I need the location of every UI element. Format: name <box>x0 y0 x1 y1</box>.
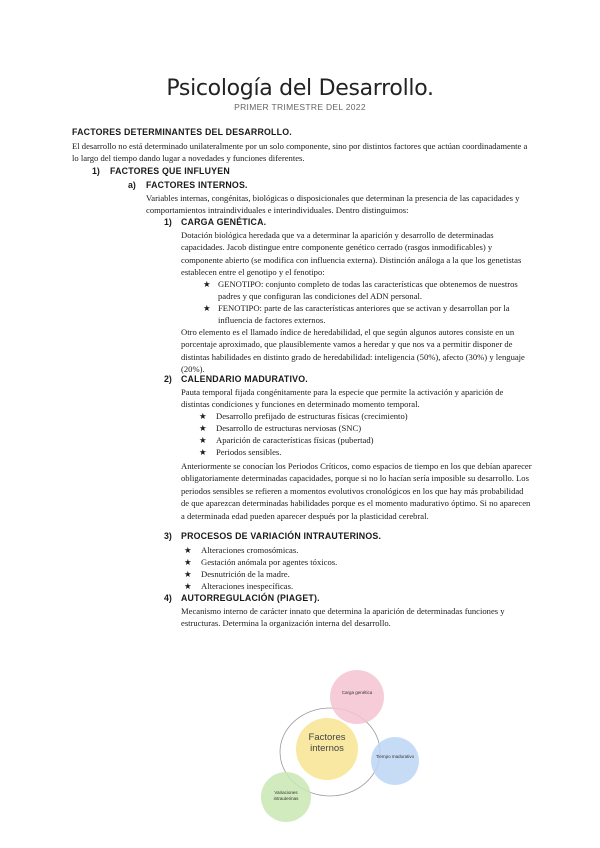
intro-paragraph: El desarrollo no está determinado unilateralmente por un solo componente, sino por distintos factores que actúan coordinadamente a lo largo del tiempo dando lugar a novedades y funciones diferentes. <box>72 141 528 164</box>
list-item: FENOTIPO: parte de las características anteriores que se activan y desarrollan por la influencia de factores externos. <box>218 303 510 326</box>
heredabilidad-paragraph: Otro elemento es el llamado índice de heredabilidad, el que según algunos autores consiste en un porcentaje aproximado, que plausiblemente vamos a heredar y que nos va a permitir disponer de distintas habilidades en distinto grado de heredabilidad: inteligencia (50%), afecto (30%) y lenguaje (20%). <box>181 327 525 375</box>
star-bullet-icon: ★ <box>184 569 192 579</box>
star-bullet-icon: ★ <box>199 423 207 433</box>
item-number: 4) <box>164 593 172 603</box>
carga-genetica-paragraph: Dotación biológica heredada que va a determinar la aparición y desarrollo de determinadas capacidades. Jacob distingue entre componente genético cerrado (rasgos inmodificables) y componente abierto (se modifica con influencia externa). Distinción análoga a la que los genetistas establecen entre el genotipo y el fenotipo: <box>181 230 522 278</box>
autorregulacion-paragraph: Mecanismo interno de carácter innato que determina la aparición de determinadas funciones y estructuras. Determina la organización interna del desarrollo. <box>181 606 505 629</box>
item-number: 2) <box>164 374 172 384</box>
item-title-calendario: CALENDARIO MADURATIVO. <box>181 374 308 384</box>
list-item: Periodos sensibles. <box>216 447 282 457</box>
diagram-center-label: Factores internos <box>308 732 346 754</box>
item-number: 3) <box>164 531 172 541</box>
calendario-paragraph: Pauta temporal fijada congénitamente para la especie que permite la activación y aparición de distintas condiciones y funciones en determinado momento temporal. <box>181 387 504 410</box>
star-bullet-icon: ★ <box>199 435 207 445</box>
list-item: Alteraciones cromosómicas. <box>201 545 299 555</box>
list-item: Desnutrición de la madre. <box>201 569 290 579</box>
item-title-procesos: PROCESOS DE VARIACIÓN INTRAUTERINOS. <box>181 531 382 541</box>
subsection-letter: a) <box>128 180 136 190</box>
page-title: Psicología del Desarrollo. <box>166 76 434 101</box>
diagram-right-label: Tiempo madurativo <box>375 754 415 759</box>
item-title-carga-genetica: CARGA GENÉTICA. <box>181 217 267 227</box>
subsection-title: FACTORES INTERNOS. <box>146 180 248 190</box>
periodos-paragraph: Anteriormente se conocían los Periodos Críticos, como espacios de tiempo en los que debían aparecer obligatoriamente determinadas capacidades, porque si no lo hacían sería imposible su desarrollo. Los periodos sensibles se refieren a momentos evolutivos cronológicos en los que hay más probabilidad de que aparezcan determinadas habilidades porque es el momento madurativo óptimo. Si no aparecen a determinada edad pueden aparecer después por la plasticidad cerebral. <box>181 461 532 521</box>
diagram-bottom-label: Variaciones intrauterinas <box>273 790 299 801</box>
list-item: Aparición de características físicas (pubertad) <box>216 435 374 445</box>
star-bullet-icon: ★ <box>184 557 192 567</box>
subsection-paragraph: Variables internas, congénitas, biológicas o disposicionales que determinan la presencia de las capacidades y comportamientos intraindividuales e interindividuales. Dentro distinguimos: <box>146 193 520 216</box>
list-item: Gestación anómala por agentes tóxicos. <box>201 557 338 567</box>
list-item: Desarrollo prefijado de estructuras físicas (crecimiento) <box>216 411 408 421</box>
factores-diagram <box>250 670 430 840</box>
item-number: 1) <box>164 217 172 227</box>
list-item: Alteraciones inespecíficas. <box>201 581 294 591</box>
star-bullet-icon: ★ <box>184 545 192 555</box>
section-number: 1) <box>92 166 100 176</box>
diagram-top-label: Carga genética <box>341 690 373 695</box>
star-bullet-icon: ★ <box>199 411 207 421</box>
star-bullet-icon: ★ <box>203 303 211 313</box>
section-heading: FACTORES DETERMINANTES DEL DESARROLLO. <box>72 127 292 137</box>
list-item: GENOTIPO: conjunto completo de todas las características que obtenemos de nuestros padres y que configuran las condiciones del ADN personal. <box>218 279 518 302</box>
item-title-autorregulacion: AUTORREGULACIÓN (PIAGET). <box>181 593 320 603</box>
page-subtitle: PRIMER TRIMESTRE DEL 2022 <box>234 102 366 112</box>
star-bullet-icon: ★ <box>199 447 207 457</box>
section-title: FACTORES QUE INFLUYEN <box>110 166 230 176</box>
list-item: Desarrollo de estructuras nerviosas (SNC) <box>216 423 362 433</box>
star-bullet-icon: ★ <box>203 279 211 289</box>
star-bullet-icon: ★ <box>184 581 192 591</box>
